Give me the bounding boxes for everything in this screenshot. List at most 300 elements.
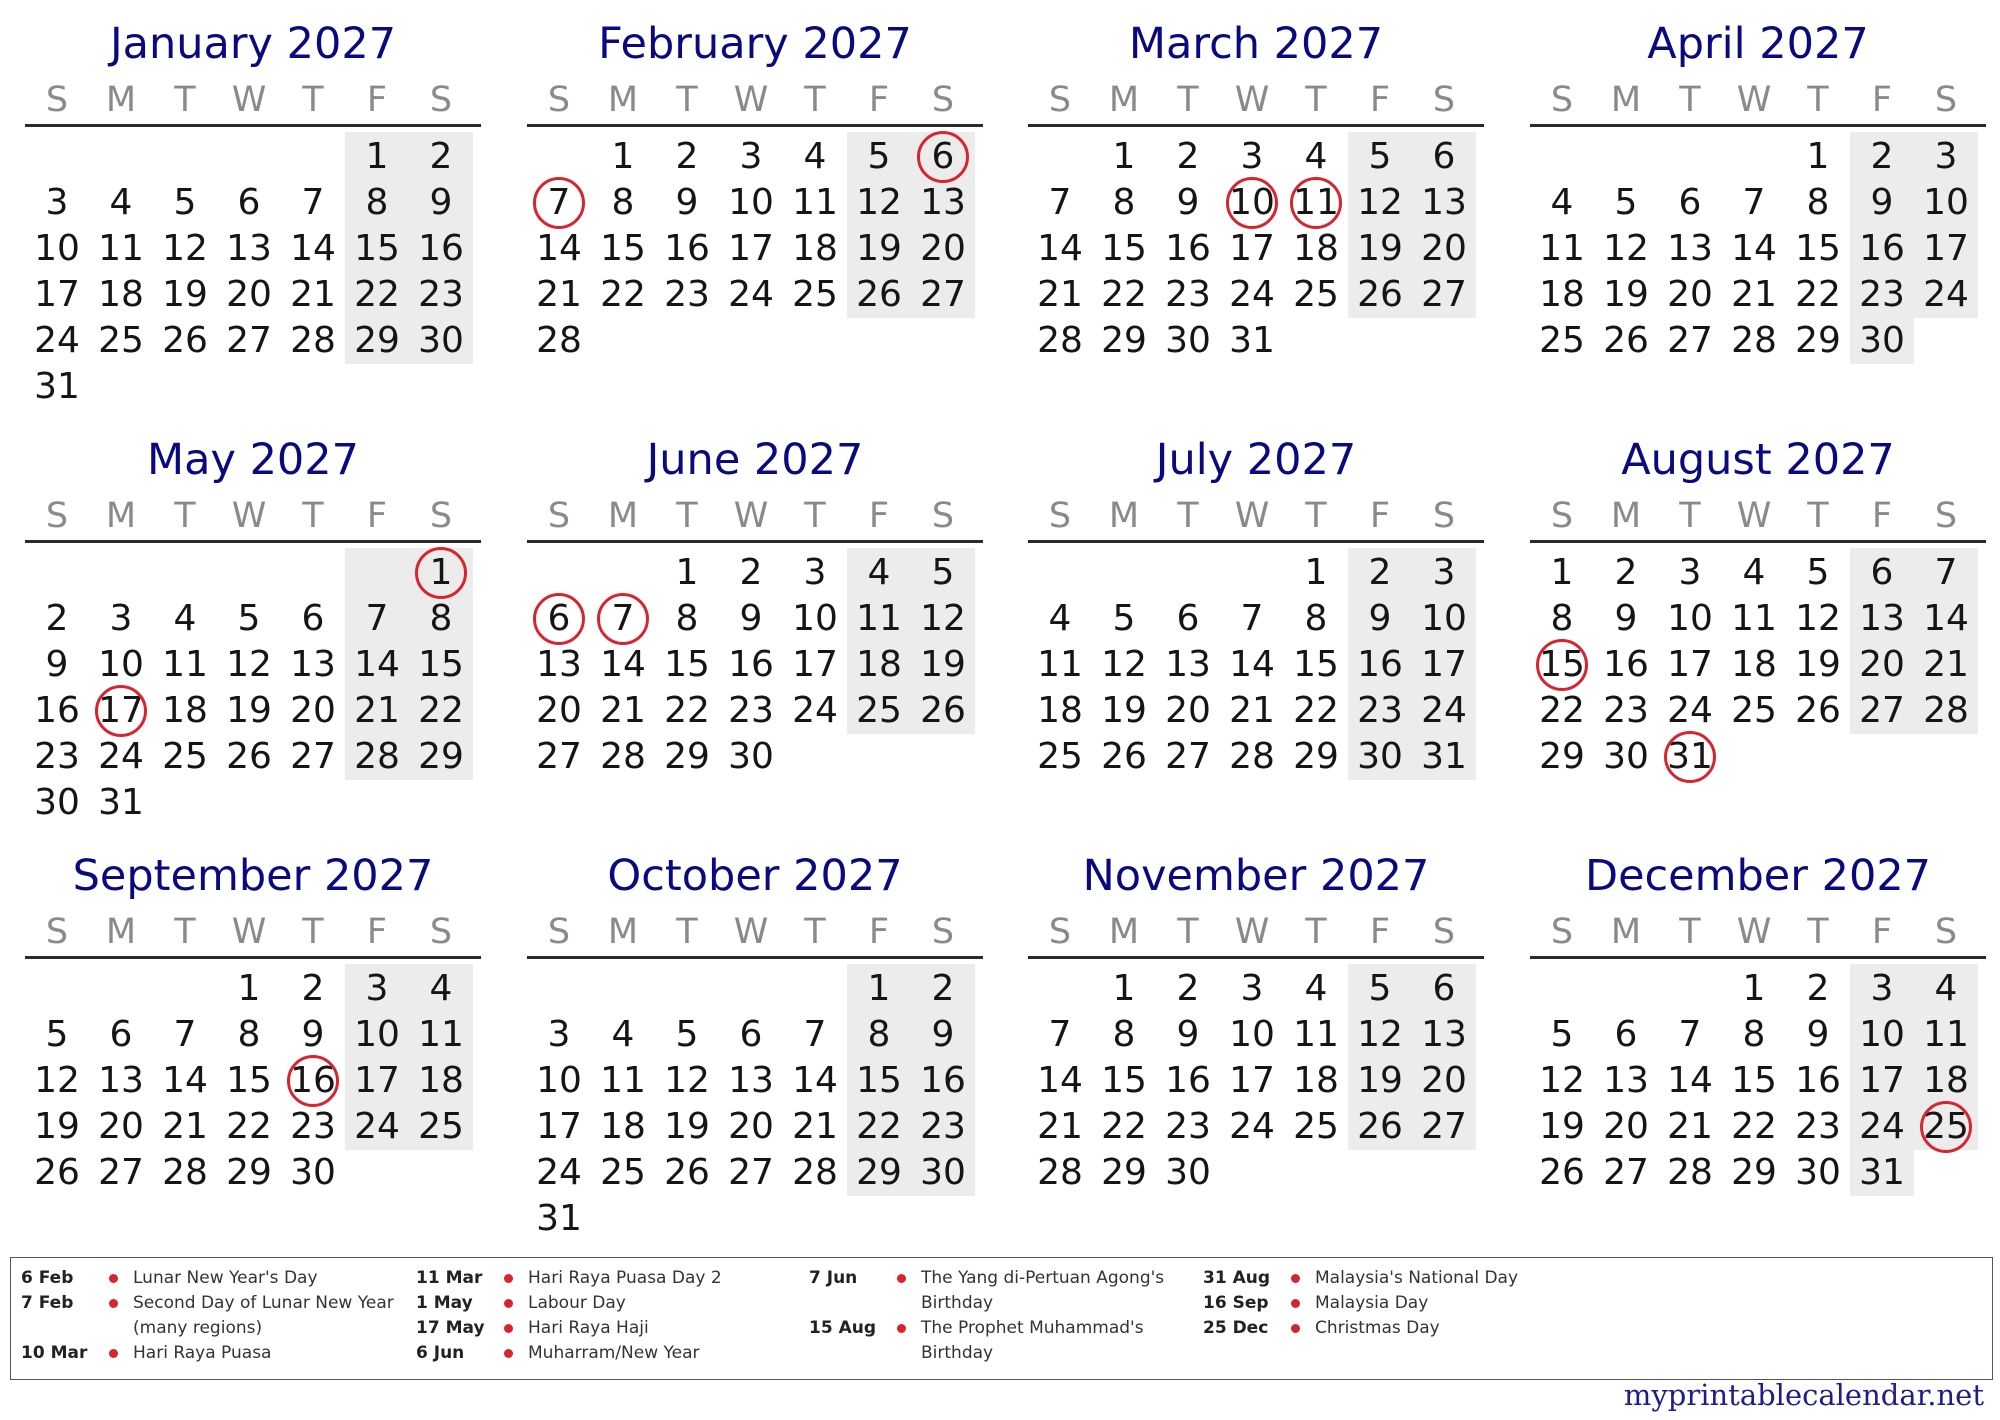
day-cell: 20 (536, 690, 582, 731)
day-cell: 6 (739, 1014, 763, 1055)
month-title: February 2027 (598, 19, 912, 69)
day-cell: 18 (1293, 228, 1339, 269)
weekday-label: T (302, 496, 324, 536)
day-cell: 9 (1176, 182, 1200, 223)
weekday-label: M (607, 912, 639, 952)
day-cell: 8 (1550, 598, 1574, 639)
day-cell: 3 (45, 182, 69, 223)
day-cell: 20 (1421, 228, 1467, 269)
site-credit[interactable]: myprintablecalendar.net (1623, 1378, 1984, 1412)
day-cell: 8 (237, 1014, 261, 1055)
day-cell: 27 (728, 1152, 774, 1193)
month-block (1530, 416, 1986, 826)
day-cell: 24 (1421, 690, 1467, 731)
weekday-label: F (1871, 496, 1893, 536)
day-cell: 7 (1742, 182, 1766, 223)
day-cell: 23 (1357, 690, 1403, 731)
holiday-day-cell: 6 (911, 132, 975, 182)
weekday-label: F (366, 496, 388, 536)
day-cell: 14 (792, 1060, 838, 1101)
day-cell: 2 (739, 552, 763, 593)
day-cell: 1 (1742, 968, 1766, 1009)
day-cell: 27 (226, 320, 272, 361)
month-title: May 2027 (147, 435, 359, 485)
header-divider (25, 124, 481, 127)
legend-holiday-name: Christmas Day (1315, 1318, 1440, 1338)
day-cell: 7 (1678, 1014, 1702, 1055)
day-cell: 27 (1165, 736, 1211, 777)
day-cell: 23 (1165, 274, 1211, 315)
day-cell: 17 (792, 644, 838, 685)
day-cell: 8 (1112, 1014, 1136, 1055)
day-cell: 16 (1859, 228, 1905, 269)
weekday-label: M (105, 80, 137, 120)
month-title: November 2027 (1082, 851, 1430, 901)
day-cell: 24 (34, 320, 80, 361)
day-cell: 11 (1923, 1014, 1969, 1055)
day-cell: 5 (1550, 1014, 1574, 1055)
day-cell: 30 (34, 782, 80, 823)
weekday-label: T (1305, 496, 1327, 536)
weekday-label: S (931, 80, 955, 120)
weekday-label: T (174, 912, 196, 952)
day-cell: 29 (1539, 736, 1585, 777)
weekday-label: S (547, 80, 571, 120)
legend-holiday-name: Malaysia Day (1315, 1293, 1429, 1313)
day-cell: 19 (34, 1106, 80, 1147)
day-cell: 1 (1112, 136, 1136, 177)
weekday-label: S (931, 912, 955, 952)
weekday-label: F (1369, 496, 1391, 536)
month-block (25, 0, 481, 410)
weekday-label: T (174, 496, 196, 536)
day-cell: 28 (354, 736, 400, 777)
weekday-label: F (1369, 912, 1391, 952)
weekday-label: T (676, 80, 698, 120)
weekday-label: W (733, 496, 769, 536)
holiday-day-cell: 25 (1914, 1102, 1978, 1152)
day-cell: 12 (1357, 182, 1403, 223)
weekday-header (1530, 490, 1986, 542)
day-cell: 20 (1859, 644, 1905, 685)
day-cell: 2 (1176, 968, 1200, 1009)
day-cell: 18 (1539, 274, 1585, 315)
bullet-icon (504, 1324, 513, 1333)
legend-date: 7 Feb (21, 1293, 74, 1313)
day-cell: 28 (1037, 1152, 1083, 1193)
bullet-icon (109, 1274, 118, 1283)
day-cell: 6 (301, 598, 325, 639)
day-cell: 4 (1048, 598, 1072, 639)
day-cell: 10 (728, 182, 774, 223)
holiday-day-cell: 17 (89, 686, 153, 736)
day-cell: 10 (34, 228, 80, 269)
day-cell: 14 (1037, 1060, 1083, 1101)
legend-date: 10 Mar (21, 1343, 88, 1363)
day-cell: 11 (418, 1014, 464, 1055)
legend-date: 11 Mar (416, 1268, 483, 1288)
legend-holiday-name: Second Day of Lunar New Year (many regions) (133, 1293, 394, 1338)
day-cell: 14 (1923, 598, 1969, 639)
day-cell: 13 (290, 644, 336, 685)
legend-holiday-name: Muharram/New Year (528, 1343, 700, 1363)
day-cell: 24 (536, 1152, 582, 1193)
day-cell: 3 (1678, 552, 1702, 593)
day-cell: 23 (664, 274, 710, 315)
day-cell: 7 (173, 1014, 197, 1055)
holiday-day-cell: 15 (1530, 640, 1594, 690)
weekday-label: T (1305, 912, 1327, 952)
day-cell: 30 (418, 320, 464, 361)
day-cell: 24 (728, 274, 774, 315)
day-cell: 6 (1176, 598, 1200, 639)
day-cell: 26 (664, 1152, 710, 1193)
legend-entry (21, 1341, 411, 1366)
day-cell: 13 (226, 228, 272, 269)
weekday-label: M (1610, 80, 1642, 120)
day-cell: 31 (34, 366, 80, 407)
day-cell: 29 (856, 1152, 902, 1193)
day-cell: 21 (792, 1106, 838, 1147)
day-cell: 15 (1101, 1060, 1147, 1101)
day-cell: 14 (1731, 228, 1777, 269)
day-cell: 22 (856, 1106, 902, 1147)
weekday-label: T (1679, 496, 1701, 536)
weekday-label: W (733, 80, 769, 120)
day-cell: 27 (1421, 1106, 1467, 1147)
day-cell: 14 (1667, 1060, 1713, 1101)
day-cell: 2 (429, 136, 453, 177)
day-cell: 19 (664, 1106, 710, 1147)
day-cell: 8 (675, 598, 699, 639)
legend-entry (809, 1316, 1199, 1366)
weekday-label: W (733, 912, 769, 952)
day-cell: 20 (290, 690, 336, 731)
day-cell: 14 (290, 228, 336, 269)
day-cell: 29 (1795, 320, 1841, 361)
day-cell: 10 (536, 1060, 582, 1101)
day-cell: 15 (1731, 1060, 1777, 1101)
legend-entry (416, 1291, 806, 1316)
header-divider (1028, 124, 1484, 127)
day-cell: 1 (1304, 552, 1328, 593)
legend-entry (1203, 1266, 1593, 1291)
day-cell: 26 (1603, 320, 1649, 361)
day-cell: 13 (1667, 228, 1713, 269)
day-cell: 22 (1795, 274, 1841, 315)
day-cell: 15 (226, 1060, 272, 1101)
header-divider (527, 540, 983, 543)
legend-entry (21, 1266, 411, 1291)
day-cell: 4 (173, 598, 197, 639)
day-cell: 15 (856, 1060, 902, 1101)
day-cell: 25 (1293, 1106, 1339, 1147)
day-cell: 16 (728, 644, 774, 685)
month-block (527, 416, 983, 826)
day-cell: 4 (429, 968, 453, 1009)
day-cell: 9 (1368, 598, 1392, 639)
day-cell: 18 (418, 1060, 464, 1101)
day-cell: 19 (856, 228, 902, 269)
day-cell: 10 (1923, 182, 1969, 223)
day-cell: 20 (1603, 1106, 1649, 1147)
day-cell: 8 (867, 1014, 891, 1055)
day-cell: 2 (1368, 552, 1392, 593)
day-cell: 4 (1934, 968, 1958, 1009)
weekday-label: S (1550, 912, 1574, 952)
weekday-label: W (1736, 496, 1772, 536)
day-cell: 4 (1742, 552, 1766, 593)
day-cell: 18 (1731, 644, 1777, 685)
day-cell: 6 (109, 1014, 133, 1055)
weekday-label: T (1177, 496, 1199, 536)
day-cell: 17 (1229, 1060, 1275, 1101)
day-cell: 14 (1037, 228, 1083, 269)
day-cell: 19 (1603, 274, 1649, 315)
weekday-label: M (1610, 912, 1642, 952)
weekday-label: S (1550, 496, 1574, 536)
header-divider (25, 540, 481, 543)
day-cell: 12 (226, 644, 272, 685)
day-cell: 24 (1667, 690, 1713, 731)
day-cell: 23 (1603, 690, 1649, 731)
holiday-day-cell: 7 (591, 594, 655, 644)
day-cell: 5 (1112, 598, 1136, 639)
day-cell: 12 (1357, 1014, 1403, 1055)
header-divider (1530, 540, 1986, 543)
day-cell: 14 (1229, 644, 1275, 685)
day-cell: 17 (536, 1106, 582, 1147)
day-cell: 16 (418, 228, 464, 269)
day-cell: 30 (920, 1152, 966, 1193)
weekday-label: M (607, 496, 639, 536)
day-cell: 5 (45, 1014, 69, 1055)
weekday-header (25, 906, 481, 958)
day-cell: 19 (162, 274, 208, 315)
day-cell: 27 (536, 736, 582, 777)
day-cell: 6 (1432, 968, 1456, 1009)
day-cell: 21 (354, 690, 400, 731)
weekday-label: T (1807, 912, 1829, 952)
legend-date: 1 May (416, 1293, 473, 1313)
day-cell: 9 (429, 182, 453, 223)
day-cell: 30 (290, 1152, 336, 1193)
weekday-label: M (607, 80, 639, 120)
day-cell: 24 (1229, 274, 1275, 315)
day-cell: 23 (920, 1106, 966, 1147)
day-cell: 21 (1667, 1106, 1713, 1147)
day-cell: 8 (429, 598, 453, 639)
day-cell: 11 (1731, 598, 1777, 639)
day-cell: 27 (98, 1152, 144, 1193)
day-cell: 26 (226, 736, 272, 777)
legend-entry (416, 1316, 806, 1341)
day-cell: 13 (1859, 598, 1905, 639)
weekday-label: M (105, 912, 137, 952)
day-cell: 22 (1731, 1106, 1777, 1147)
legend-entry (1203, 1316, 1593, 1341)
weekday-label: M (1108, 80, 1140, 120)
day-cell: 9 (1806, 1014, 1830, 1055)
bullet-icon (109, 1299, 118, 1308)
day-cell: 12 (162, 228, 208, 269)
day-cell: 29 (1293, 736, 1339, 777)
day-cell: 19 (1101, 690, 1147, 731)
day-cell: 29 (354, 320, 400, 361)
day-cell: 20 (226, 274, 272, 315)
day-cell: 4 (1304, 968, 1328, 1009)
header-divider (1028, 956, 1484, 959)
day-cell: 24 (1923, 274, 1969, 315)
holiday-day-cell: 7 (527, 178, 591, 228)
weekday-header (1530, 906, 1986, 958)
weekday-label: F (868, 912, 890, 952)
day-cell: 19 (1539, 1106, 1585, 1147)
legend-entry (416, 1266, 806, 1291)
weekday-label: T (676, 496, 698, 536)
day-cell: 14 (162, 1060, 208, 1101)
day-cell: 4 (867, 552, 891, 593)
weekday-header (1028, 906, 1484, 958)
day-cell: 2 (1614, 552, 1638, 593)
weekday-header (25, 74, 481, 126)
weekday-label: T (1679, 912, 1701, 952)
day-cell: 5 (1368, 968, 1392, 1009)
day-cell: 1 (365, 136, 389, 177)
day-cell: 9 (675, 182, 699, 223)
day-cell: 3 (1934, 136, 1958, 177)
day-cell: 1 (675, 552, 699, 593)
day-cell: 11 (1293, 1014, 1339, 1055)
month-block (527, 832, 983, 1242)
day-cell: 16 (664, 228, 710, 269)
day-cell: 31 (536, 1198, 582, 1239)
day-cell: 15 (1293, 644, 1339, 685)
weekday-label: S (1048, 496, 1072, 536)
day-cell: 21 (1923, 644, 1969, 685)
day-cell: 26 (1101, 736, 1147, 777)
weekday-label: S (429, 80, 453, 120)
day-cell: 5 (931, 552, 955, 593)
day-cell: 28 (1229, 736, 1275, 777)
day-cell: 18 (600, 1106, 646, 1147)
day-cell: 14 (536, 228, 582, 269)
day-cell: 9 (45, 644, 69, 685)
weekday-label: T (1177, 912, 1199, 952)
bullet-icon (897, 1274, 906, 1283)
day-cell: 27 (290, 736, 336, 777)
day-cell: 25 (1037, 736, 1083, 777)
day-cell: 21 (536, 274, 582, 315)
legend-date: 16 Sep (1203, 1293, 1269, 1313)
day-cell: 22 (600, 274, 646, 315)
day-cell: 2 (1870, 136, 1894, 177)
day-cell: 28 (600, 736, 646, 777)
day-cell: 18 (1293, 1060, 1339, 1101)
bullet-icon (504, 1274, 513, 1283)
weekday-header (1530, 74, 1986, 126)
day-cell: 10 (1667, 598, 1713, 639)
weekday-label: T (804, 912, 826, 952)
weekday-label: W (1736, 912, 1772, 952)
day-cell: 30 (1859, 320, 1905, 361)
legend-holiday-name: Hari Raya Puasa Day 2 (528, 1268, 722, 1288)
month-title: January 2027 (109, 19, 397, 69)
header-divider (1530, 956, 1986, 959)
day-cell: 10 (354, 1014, 400, 1055)
day-cell: 4 (109, 182, 133, 223)
weekday-label: W (1736, 80, 1772, 120)
day-cell: 3 (739, 136, 763, 177)
day-cell: 30 (1357, 736, 1403, 777)
weekday-label: W (1234, 912, 1270, 952)
month-block (1028, 0, 1484, 410)
weekday-label: F (366, 80, 388, 120)
day-cell: 23 (1795, 1106, 1841, 1147)
day-cell: 3 (803, 552, 827, 593)
day-cell: 20 (1667, 274, 1713, 315)
weekday-label: T (804, 80, 826, 120)
day-cell: 30 (1165, 1152, 1211, 1193)
day-cell: 26 (856, 274, 902, 315)
day-cell: 25 (1539, 320, 1585, 361)
legend-holiday-name: Lunar New Year's Day (133, 1268, 318, 1288)
header-divider (527, 956, 983, 959)
month-block (1028, 832, 1484, 1242)
day-cell: 10 (98, 644, 144, 685)
day-cell: 18 (792, 228, 838, 269)
day-cell: 10 (792, 598, 838, 639)
day-cell: 12 (1101, 644, 1147, 685)
weekday-label: W (1234, 80, 1270, 120)
day-cell: 11 (162, 644, 208, 685)
weekday-label: S (429, 912, 453, 952)
month-title: March 2027 (1128, 19, 1384, 69)
day-cell: 18 (98, 274, 144, 315)
day-cell: 25 (418, 1106, 464, 1147)
day-cell: 27 (1603, 1152, 1649, 1193)
weekday-header (1028, 490, 1484, 542)
day-cell: 17 (1229, 228, 1275, 269)
weekday-label: M (1108, 912, 1140, 952)
day-cell: 5 (1368, 136, 1392, 177)
day-cell: 12 (34, 1060, 80, 1101)
weekday-label: M (1108, 496, 1140, 536)
weekday-label: F (1369, 80, 1391, 120)
holiday-day-cell: 10 (1220, 178, 1284, 228)
day-cell: 15 (664, 644, 710, 685)
day-cell: 29 (664, 736, 710, 777)
weekday-header (527, 490, 983, 542)
month-block (25, 416, 481, 826)
day-cell: 8 (365, 182, 389, 223)
day-cell: 25 (1731, 690, 1777, 731)
day-cell: 24 (792, 690, 838, 731)
day-cell: 16 (920, 1060, 966, 1101)
day-cell: 22 (354, 274, 400, 315)
day-cell: 27 (920, 274, 966, 315)
day-cell: 29 (226, 1152, 272, 1193)
month-title: December 2027 (1584, 851, 1932, 901)
weekday-label: T (1305, 80, 1327, 120)
day-cell: 21 (1037, 274, 1083, 315)
bullet-icon (897, 1324, 906, 1333)
day-cell: 13 (536, 644, 582, 685)
day-cell: 2 (1176, 136, 1200, 177)
day-cell: 17 (34, 274, 80, 315)
weekday-label: T (1177, 80, 1199, 120)
bullet-icon (1291, 1274, 1300, 1283)
